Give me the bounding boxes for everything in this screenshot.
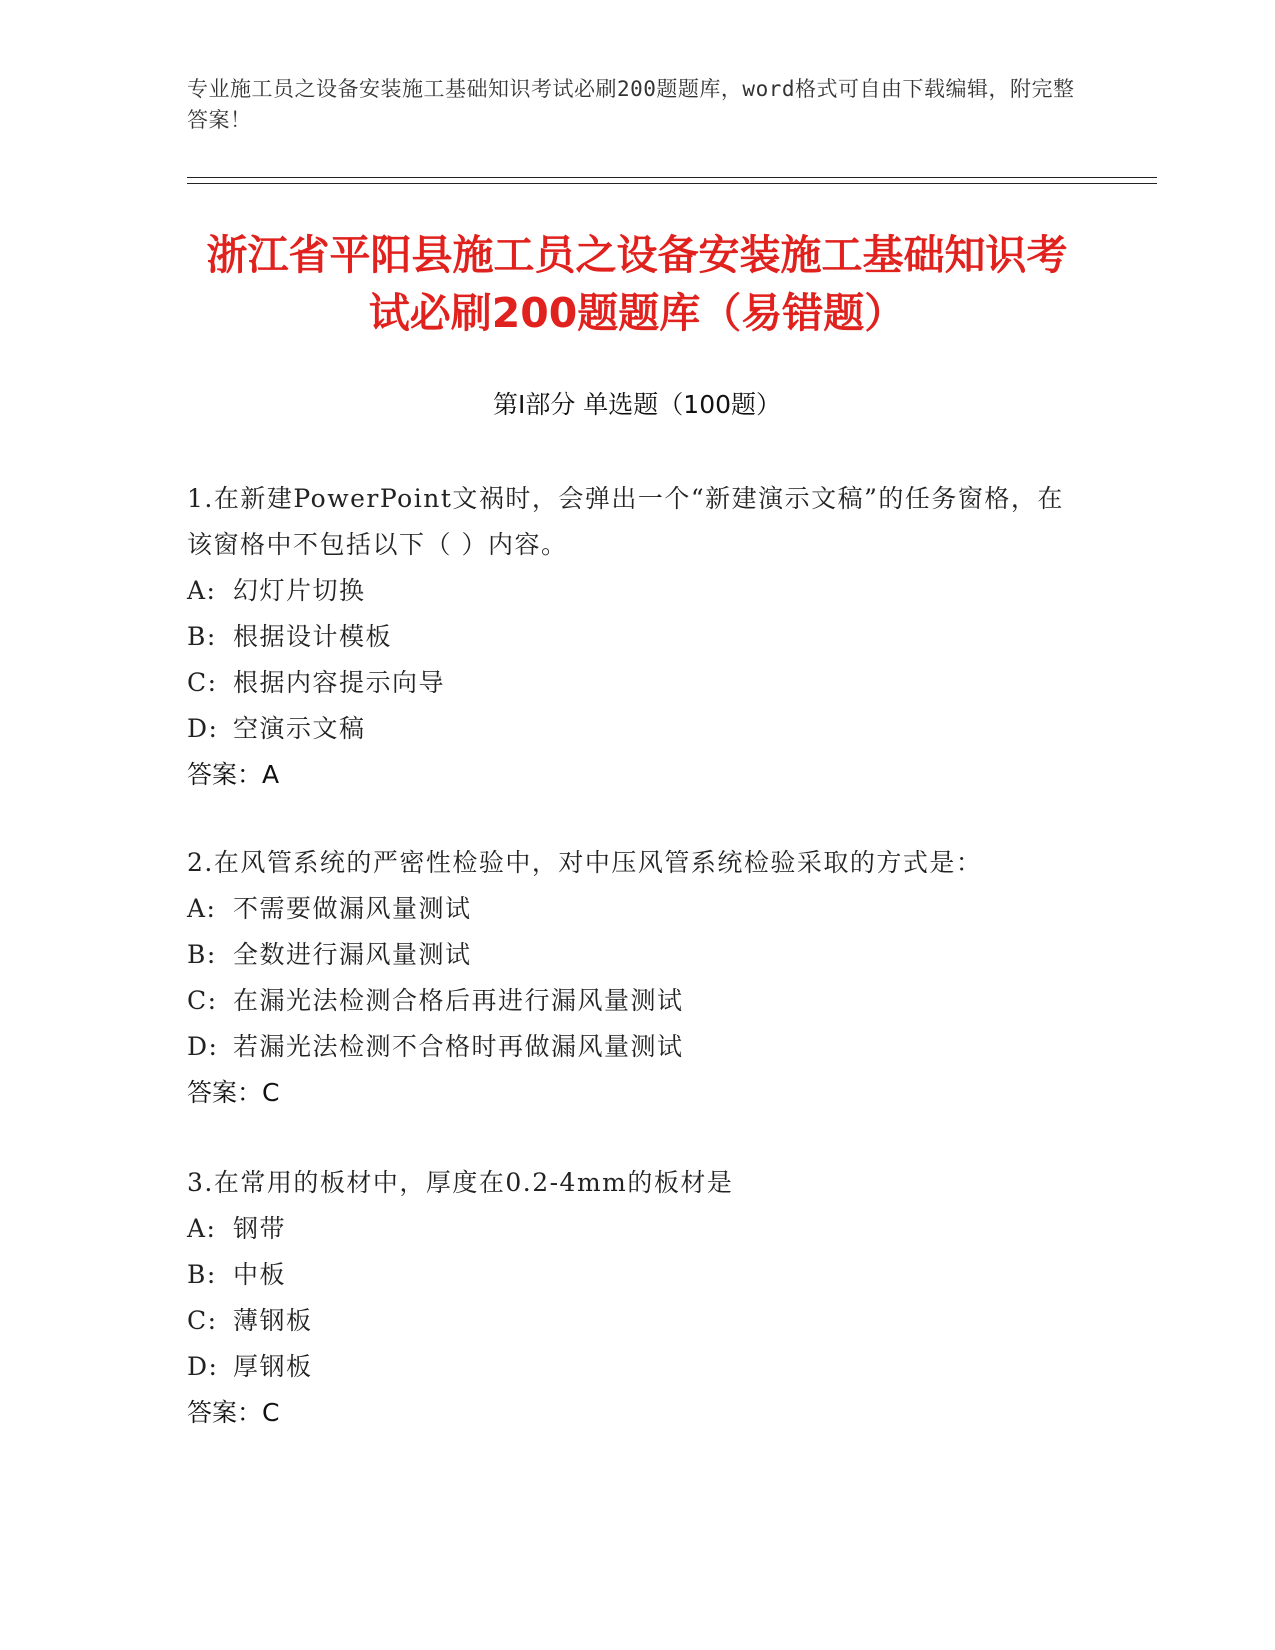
section-title: 第Ⅰ部分 单选题（100题） bbox=[492, 390, 782, 419]
option-key: B: bbox=[187, 940, 217, 969]
option-key: A: bbox=[187, 576, 217, 605]
option-b bbox=[187, 614, 1087, 660]
question-1 bbox=[187, 476, 1087, 798]
option-a bbox=[187, 1206, 1087, 1252]
option-text: 不需要做漏风量测试 bbox=[233, 894, 472, 923]
option-a bbox=[187, 568, 1087, 614]
option-b bbox=[187, 932, 1087, 978]
option-key: C: bbox=[187, 986, 218, 1015]
option-text: 钢带 bbox=[233, 1214, 287, 1243]
document-title: 浙江省平阳县施工员之设备安装施工基础知识考试必刷200题题库（易错题） bbox=[206, 231, 1068, 337]
question-3 bbox=[187, 1160, 1087, 1436]
option-key: C: bbox=[187, 1306, 218, 1335]
answer-line: 答案：C bbox=[187, 1398, 280, 1427]
option-d bbox=[187, 706, 1087, 752]
option-key: A: bbox=[187, 1214, 217, 1243]
option-a bbox=[187, 886, 1087, 932]
option-d bbox=[187, 1024, 1087, 1070]
option-text: 空演示文稿 bbox=[233, 714, 366, 743]
option-key: B: bbox=[187, 1260, 217, 1289]
question-stem: 3.在常用的板材中，厚度在0.2-4mm的板材是 bbox=[187, 1168, 734, 1197]
option-text: 薄钢板 bbox=[233, 1306, 313, 1335]
header-divider-secondary bbox=[187, 183, 1157, 184]
option-text: 厚钢板 bbox=[233, 1352, 313, 1381]
answer-line: 答案：A bbox=[187, 760, 280, 789]
header-divider bbox=[187, 177, 1157, 178]
option-key: D: bbox=[187, 714, 219, 743]
option-d bbox=[187, 1344, 1087, 1390]
option-c bbox=[187, 660, 1087, 706]
option-key: D: bbox=[187, 1032, 219, 1061]
option-text: 根据内容提示向导 bbox=[233, 668, 446, 697]
option-key: A: bbox=[187, 894, 217, 923]
answer-line: 答案：C bbox=[187, 1078, 280, 1107]
option-b bbox=[187, 1252, 1087, 1298]
option-c bbox=[187, 1298, 1087, 1344]
option-text: 全数进行漏风量测试 bbox=[233, 940, 472, 969]
option-key: B: bbox=[187, 622, 217, 651]
option-key: C: bbox=[187, 668, 218, 697]
option-text: 在漏光法检测合格后再进行漏风量测试 bbox=[233, 986, 684, 1015]
option-text: 根据设计模板 bbox=[233, 622, 393, 651]
question-2 bbox=[187, 840, 1087, 1116]
option-text: 幻灯片切换 bbox=[233, 576, 366, 605]
option-c bbox=[187, 978, 1087, 1024]
option-key: D: bbox=[187, 1352, 219, 1381]
question-stem: 1.在新建PowerPoint文祸时，会弹出一个“新建演示文稿”的任务窗格，在该窗格中不包括以下（ ）内容。 bbox=[187, 484, 1064, 559]
question-stem: 2.在风管系统的严密性检验中，对中压风管系统检验采取的方式是： bbox=[187, 848, 983, 877]
option-text: 若漏光法检测不合格时再做漏风量测试 bbox=[233, 1032, 684, 1061]
option-text: 中板 bbox=[233, 1260, 287, 1289]
header-note: 专业施工员之设备安装施工基础知识考试必刷200题题库，word格式可自由下载编辑，附完整答案！ bbox=[187, 77, 1075, 132]
